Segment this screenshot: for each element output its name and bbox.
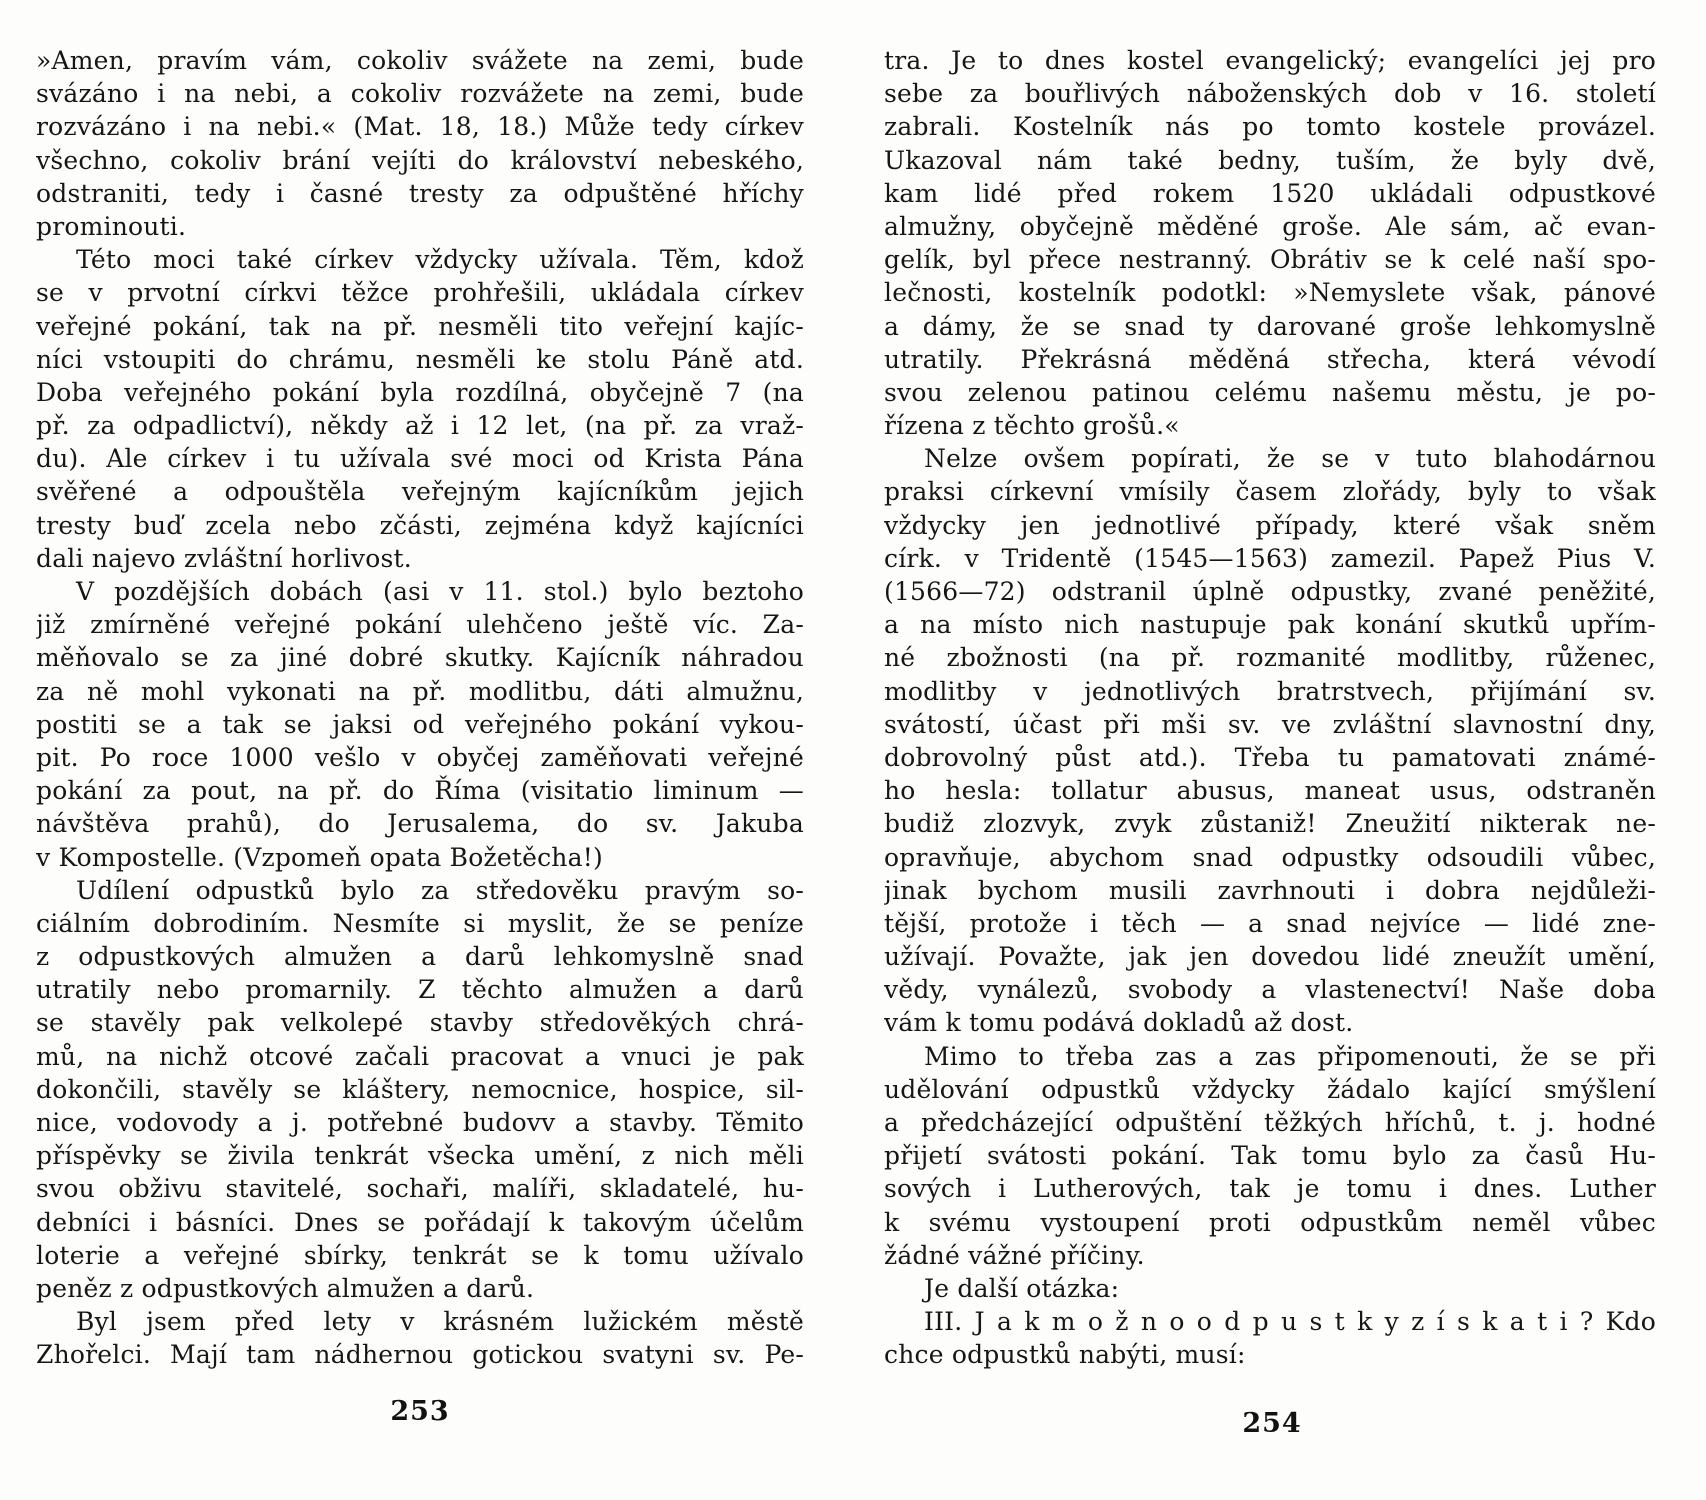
text-line: návštěva prahů), do Jerusalema, do sv. Jakuba (36, 809, 804, 839)
text-line: a dámy, že se snad ty darované groše lehkomyslně (884, 311, 1656, 341)
text-line: né zbožnosti (na př. rozmanité modlitby, růženec, (884, 643, 1656, 673)
text-line: »Amen, pravím vám, cokoliv svážete na zemi, bude (36, 46, 804, 75)
page-254-text-column (884, 44, 1656, 1372)
text-line: Doba veřejného pokání byla rozdílná, obyčejně 7 (na (36, 377, 804, 407)
text-line: za ně mohl vykonati na př. modlitbu, dáti almužnu, (36, 676, 804, 706)
text-line: řízena z těchto grošů.« (884, 411, 1180, 441)
text-line: a na místo nich nastupuje pak konání skutků upřím- (884, 610, 1656, 640)
text-line: Udílení odpustků bylo za středověku pravým so- (76, 875, 804, 905)
text-line: se v prvotní církvi těžce prohřešili, ukládala církev (36, 278, 804, 308)
text-line: z odpustkových almužen a darů lehkomyslně snad (36, 942, 804, 972)
text-line: nice, vodovody a j. potřebné budovv a stavby. Těmito (36, 1108, 804, 1137)
text-line: rozvázáno i na nebi.« (Mat. 18, 18.) Může tedy církev (36, 112, 804, 142)
text-line: sových i Lutherových, tak je tomu i dnes. Luther (884, 1174, 1656, 1204)
text-line: užívají. Považte, jak jen dovedou lidé zneužít umění, (884, 942, 1656, 972)
text-line: níci vstoupiti do chrámu, nesměli ke stolu Páně atd. (36, 344, 804, 374)
text-line: postiti se a tak se jaksi od veřejného pokání vykou- (36, 709, 804, 739)
text-line: kam lidé před rokem 1520 ukládali odpustkové (884, 178, 1656, 208)
text-line: svěřené a odpouštěla veřejným kajícníkům jejich (36, 477, 804, 507)
text-line: lečnosti, kostelník podotkl: »Nemyslete však, pánové (884, 278, 1656, 308)
text-line: vždycky jen jednotlivé případy, které však sněm (884, 510, 1656, 540)
text-line: ciálním dobrodiním. Nesmíte si myslit, že se peníze (36, 908, 804, 938)
page-number-left: 253 (390, 1396, 450, 1427)
text-line: Této moci také církev vždycky užívala. Těm, kdož (76, 245, 804, 275)
text-line: chce odpustků nabýti, musí: (884, 1340, 1246, 1370)
text-line: modlitby v jednotlivých bratrstvech, přijímání sv. (884, 676, 1656, 706)
text-line: gelík, byl přece nestranný. Obrátiv se k celé naší spo- (884, 245, 1656, 275)
text-line: již zmírněné veřejné pokání ulehčeno ještě víc. Za- (36, 610, 804, 640)
text-line: tresty buď zcela nebo zčásti, zejména když kajícníci (36, 510, 804, 540)
text-line: III. J a k m o ž n o o d p u s t k y z í s k a t i ? Kdo (924, 1307, 1656, 1337)
text-line: k svému vystoupení proti odpustkům neměl vůbec (884, 1207, 1656, 1237)
text-line: odstraniti, tedy i časné tresty za odpuštěné hříchy (36, 178, 804, 208)
text-line: sebe za bouřlivých náboženských dob v 16. století (884, 79, 1656, 109)
text-line: V pozdějších dobách (asi v 11. stol.) bylo beztoho (76, 577, 804, 606)
text-line: Ukazoval nám také bedny, tuším, že byly dvě, (884, 145, 1656, 175)
text-line: udělování odpustků vždycky žádalo kající smýšlení (884, 1074, 1656, 1104)
text-line: utratily. Překrásná měděná střecha, která vévodí (884, 344, 1656, 374)
text-line: tra. Je to dnes kostel evangelický; evangelíci jej pro (884, 46, 1656, 75)
text-line: se stavěly pak velkolepé stavby středověkých chrá- (36, 1008, 804, 1038)
text-line: příspěvky se živila tenkrát všecka umění, z nich měli (36, 1141, 804, 1171)
text-line: (1566—72) odstranil úplně odpustky, zvané peněžité, (884, 577, 1656, 606)
text-line: utratily nebo promarnily. Z těchto almužen a darů (36, 975, 804, 1005)
text-line: všechno, cokoliv brání vejíti do království nebeského, (36, 145, 804, 175)
text-line: svátostí, účast při mši sv. ve zvláštní slavnostní dny, (884, 709, 1656, 739)
text-line: Zhořelci. Mají tam nádhernou gotickou svatyni sv. Pe- (36, 1340, 804, 1370)
text-line: budiž zlozvyk, zvyk zůstaniž! Zneužití nikterak ne- (884, 809, 1656, 839)
text-line: svázáno i na nebi, a cokoliv rozvážete na zemi, bude (36, 79, 804, 109)
text-line: prominouti. (36, 211, 187, 241)
text-line: praksi církevní vmísily časem zlořády, byly to však (884, 477, 1656, 507)
text-line: žádné vážné příčiny. (884, 1240, 1145, 1270)
text-line: dobrovolný půst atd.). Třeba tu pamatovati známé- (884, 742, 1656, 772)
text-line: svou zelenou patinou celému našemu městu, je po- (884, 377, 1656, 407)
text-line: př. za odpadlictví), někdy až i 12 let, (na př. za vraž- (36, 411, 804, 441)
text-line: loterie a veřejné sbírky, tenkrát se k tomu užívalo (36, 1240, 804, 1270)
text-line: dokončili, stavěly se kláštery, nemocnice, hospice, sil- (36, 1074, 804, 1104)
text-line: Mimo to třeba zas a zas připomenouti, že se při (924, 1041, 1656, 1071)
text-line: měňovalo se za jiné dobré skutky. Kajícník náhradou (36, 643, 804, 673)
text-line: vědy, vynálezů, svobody a vlastenectví! Naše doba (884, 975, 1656, 1005)
text-line: Byl jsem před lety v krásném lužickém městě (76, 1307, 804, 1337)
text-line: a předcházející odpuštění těžkých hříchů, t. j. hodné (884, 1108, 1656, 1137)
text-line: pokání za pout, na př. do Říma (visitatio liminum — (36, 776, 804, 806)
text-line: círk. v Tridentě (1545—1563) zamezil. Papež Pius V. (884, 543, 1656, 573)
page-253-text-column (36, 44, 804, 1372)
text-line: pit. Po roce 1000 vešlo v obyčej zaměňovati veřejné (36, 742, 804, 772)
text-line: Nelze ovšem popírati, že se v tuto blahodárnou (924, 444, 1656, 474)
text-line: zabrali. Kostelník nás po tomto kostele provázel. (884, 112, 1656, 142)
text-line: peněz z odpustkových almužen a darů. (36, 1273, 535, 1303)
text-line: tější, protože i těch — a snad nejvíce — lidé zne- (884, 908, 1656, 938)
text-line: dali najevo zvláštní horlivost. (36, 543, 412, 573)
text-line: v Kompostelle. (Vzpomeň opata Božetěcha!) (36, 842, 603, 872)
text-line: přijetí svátosti pokání. Tak tomu bylo za časů Hu- (884, 1141, 1656, 1171)
text-line: du). Ale církev i tu užívala své moci od Krista Pána (36, 444, 804, 474)
text-line: opravňuje, abychom snad odpustky odsoudili vůbec, (884, 842, 1656, 872)
text-line: Je další otázka: (924, 1273, 1120, 1303)
text-line: svou obživu stavitelé, sochaři, malíři, skladatelé, hu- (36, 1174, 804, 1204)
text-line: almužny, obyčejně měděné groše. Ale sám, ač evan- (884, 211, 1656, 241)
text-line: jinak bychom musili zavrhnouti i dobra nejdůleži- (884, 875, 1656, 905)
text-line: vám k tomu podává dokladů až dost. (884, 1008, 1354, 1038)
text-line: mů, na nichž otcové začali pracovat a vnuci je pak (36, 1041, 804, 1071)
page-number-right: 254 (1242, 1408, 1302, 1439)
text-line: veřejné pokání, tak na př. nesměli tito veřejní kajíc- (36, 311, 804, 341)
text-line: debníci i básníci. Dnes se pořádají k takovým účelům (36, 1207, 804, 1237)
text-line: ho hesla: tollatur abusus, maneat usus, odstraněn (884, 776, 1656, 806)
